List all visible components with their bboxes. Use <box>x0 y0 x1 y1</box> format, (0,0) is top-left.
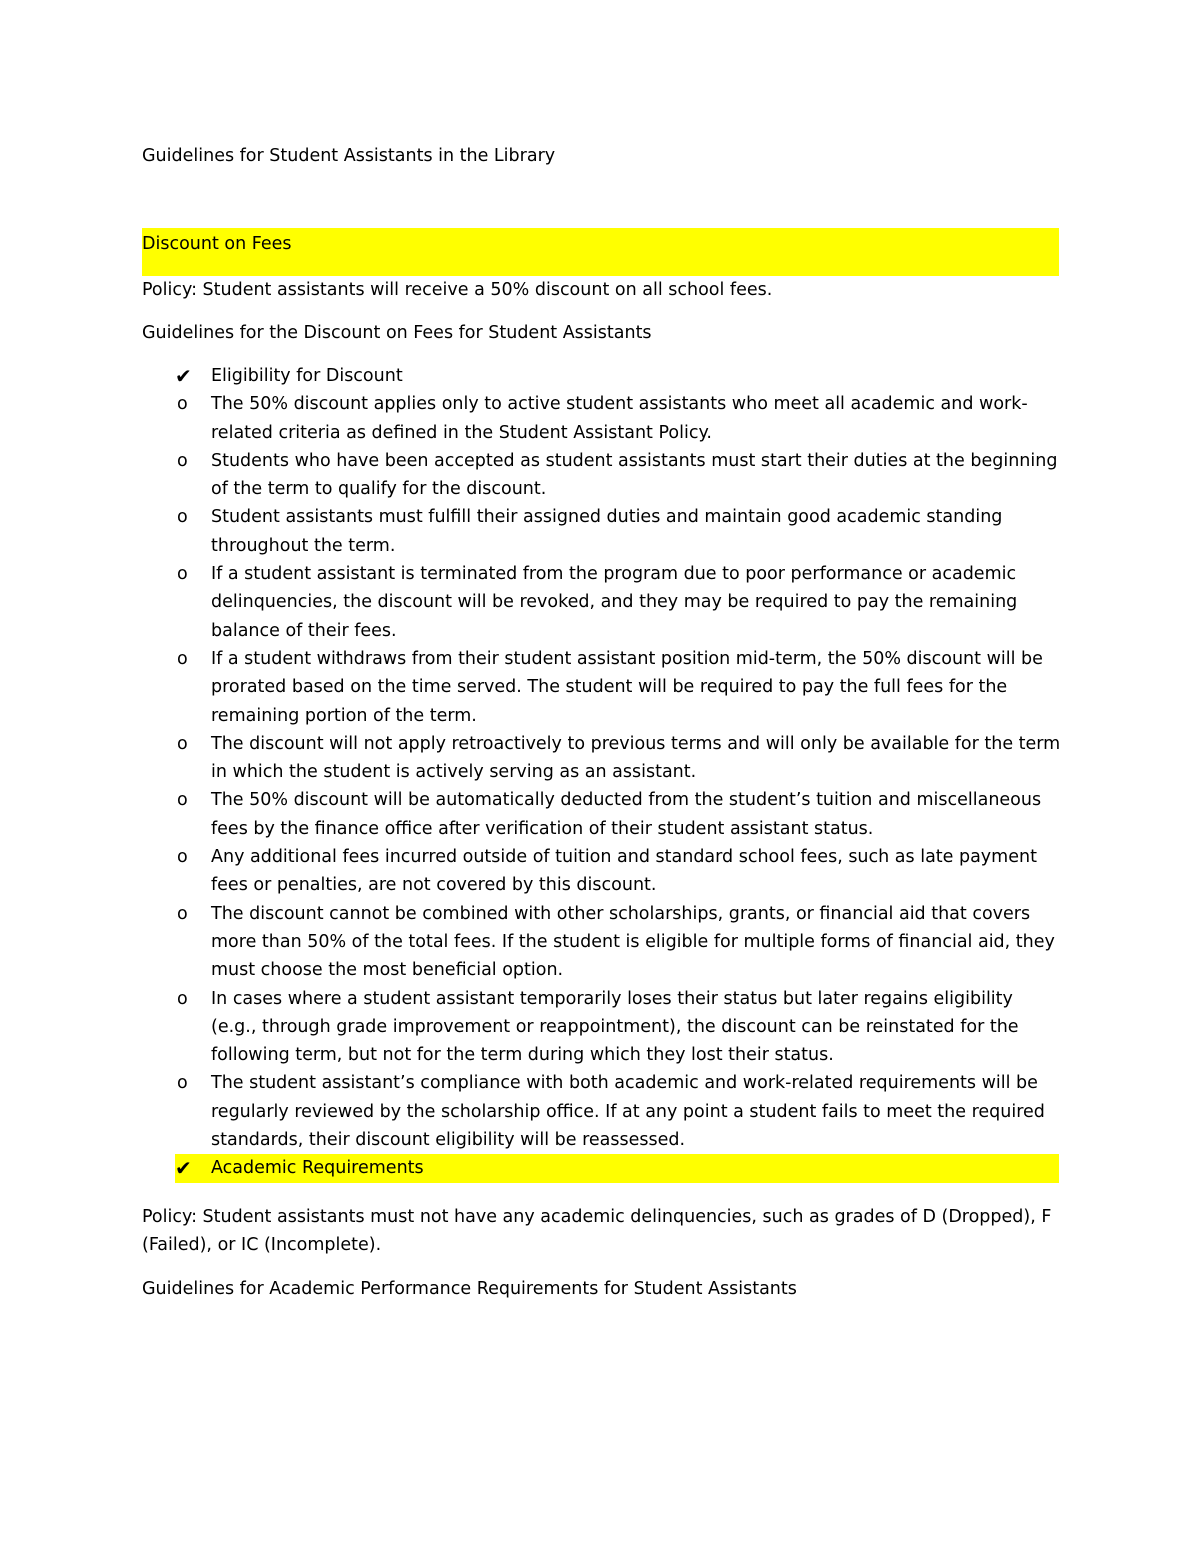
eligibility-heading: Eligibility for Discount <box>211 366 403 386</box>
list-item <box>175 560 1061 645</box>
bullet-o-icon: o <box>177 733 188 754</box>
bullet-o-icon: o <box>177 790 188 811</box>
guidelines-heading-discount: Guidelines for the Discount on Fees for Student Assistants <box>142 323 652 343</box>
bullet-o-icon: o <box>177 450 188 471</box>
policy-discount: Policy: Student assistants will receive a 50% discount on all school fees. <box>142 280 773 300</box>
discount-guidelines-list <box>175 362 1075 1183</box>
bullet-text: The discount cannot be combined with other scholarships, grants, or financial aid that covers more than 50% of the total fees. If the student is eligible for multiple forms of financial aid, they must choose the most beneficial option. <box>211 903 1055 981</box>
bullet-text: Student assistants must fulfill their assigned duties and maintain good academic standing throughout the term. <box>211 507 1003 556</box>
bullet-o-icon: o <box>177 507 188 528</box>
list-item <box>175 786 1061 843</box>
list-item <box>175 1069 1061 1154</box>
checkmark-icon: ✔ <box>175 364 192 388</box>
list-item <box>175 503 1061 560</box>
policy-academic: Policy: Student assistants must not have any academic delinquencies, such as grades of D (Dropped), F (Failed), or IC (Incomplete). <box>142 1207 1052 1256</box>
bullet-text: If a student withdraws from their student assistant position mid-term, the 50% discount will be prorated based on the time served. The student will be required to pay the full fees for the remaining portion of the term. <box>211 648 1043 726</box>
document-title: Guidelines for Student Assistants in the Library <box>142 146 556 166</box>
bullet-text: The 50% discount applies only to active student assistants who meet all academic and work-related criteria as defined in the Student Assistant Policy. <box>211 394 1028 443</box>
bullet-text: The 50% discount will be automatically deducted from the student’s tuition and miscellaneous fees by the finance office after verification of their student assistant status. <box>211 790 1042 839</box>
bullet-o-icon: o <box>177 394 188 415</box>
bullet-o-icon: o <box>177 847 188 868</box>
list-item <box>175 730 1061 787</box>
checkmark-icon: ✔ <box>175 1156 192 1181</box>
bullet-o-icon: o <box>177 648 188 669</box>
bullet-o-icon: o <box>177 988 188 1009</box>
bullet-o-icon: o <box>177 564 188 585</box>
list-item <box>175 390 1061 447</box>
section-heading-discount: Discount on Fees <box>142 234 292 254</box>
bullet-o-icon: o <box>177 903 188 924</box>
list-item-academic-requirements <box>175 1154 1059 1182</box>
list-item-eligibility <box>175 362 1061 390</box>
academic-requirements-heading: Academic Requirements <box>211 1158 424 1179</box>
list-item <box>175 645 1061 730</box>
bullet-o-icon: o <box>177 1073 188 1094</box>
bullet-text: The discount will not apply retroactively to previous terms and will only be available for the term in which the student is actively serving as an assistant. <box>211 733 1061 783</box>
bullet-text: The student assistant’s compliance with both academic and work-related requirements will be regularly reviewed by the scholarship office. If at any point a student fails to meet the required standards, their discount eligibility will be reassessed. <box>211 1073 1045 1151</box>
list-item <box>175 447 1061 504</box>
list-item <box>175 843 1061 900</box>
bullet-text: Any additional fees incurred outside of tuition and standard school fees, such as late payment fees or penalties, are not covered by this discount. <box>211 847 1037 896</box>
bullet-text: In cases where a student assistant temporarily loses their status but later regains eligibility (e.g., through grade improvement or reappointment), the discount can be reinstated for the following term, but not for the term during which they lost their status. <box>211 988 1019 1066</box>
list-item <box>175 985 1061 1070</box>
guidelines-heading-academic: Guidelines for Academic Performance Requirements for Student Assistants <box>142 1279 797 1299</box>
list-item <box>175 900 1061 985</box>
bullet-text: If a student assistant is terminated from the program due to poor performance or academic delinquencies, the discount will be revoked, and they may be required to pay the remaining balance of their fees. <box>211 564 1018 641</box>
bullet-text: Students who have been accepted as student assistants must start their duties at the beginning of the term to qualify for the discount. <box>211 450 1058 500</box>
